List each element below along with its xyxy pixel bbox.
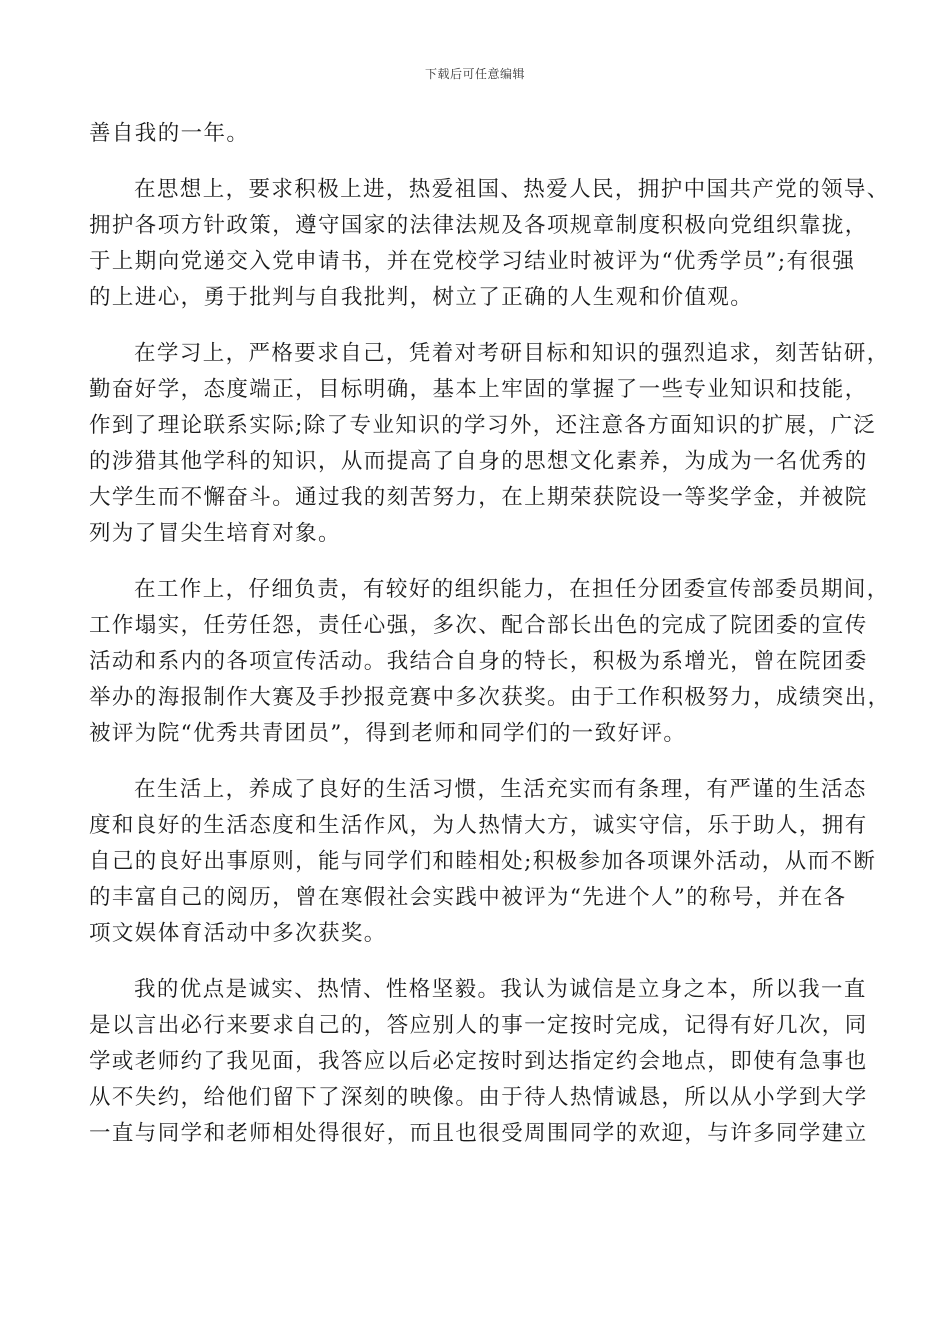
page-header: 下载后可任意编辑 (424, 67, 525, 81)
text-line: 的丰富自己的阅历，曾在寒假社会实践中被评为“先进个人”的称号，并在各 (89, 885, 847, 910)
text-line: 我的优点是诚实、热情、性格坚毅。我认为诚信是立身之本，所以我一直 (134, 977, 867, 1002)
text-line: 一直与同学和老师相处得很好，而且也很受周围同学的欢迎，与许多同学建立 (89, 1121, 868, 1146)
text-line: 列为了冒尖生培育对象。 (89, 521, 341, 546)
document-body (89, 116, 891, 1172)
text-line: 作到了理论联系实际;除了专业知识的学习外，还注意各方面知识的扩展，广泛 (89, 413, 877, 438)
text-line: 大学生而不懈奋斗。通过我的刻苦努力，在上期荣获院设一等奖学金，并被院 (89, 485, 868, 510)
text-line: 学或老师约了我见面，我答应以后必定按时到达指定约会地点，即使有急事也 (89, 1049, 868, 1074)
text-line: 在工作上，仔细负责，有较好的组织能力，在担任分团委宣传部委员期间， (134, 577, 890, 602)
text-line: 是以言出必行来要求自己的，答应别人的事一定按时完成，记得有好几次，同 (89, 1013, 868, 1038)
text-line: 被评为院“优秀共青团员”，得到老师和同学们的一致好评。 (89, 721, 687, 746)
text-line: 在生活上，养成了良好的生活习惯，生活充实而有条理，有严谨的生活态 (134, 777, 867, 802)
text-line: 自己的良好出事原则，能与同学们和睦相处;积极参加各项课外活动，从而不断 (89, 849, 877, 874)
text-line: 的涉猎其他学科的知识，从而提高了自身的思想文化素养，为成为一名优秀的 (89, 449, 868, 474)
paragraph (89, 172, 890, 316)
text-line: 善自我的一年。 (89, 121, 250, 146)
text-line: 工作塌实，任劳任怨，责任心强，多次、配合部长出色的完成了院团委的宣传 (89, 613, 868, 638)
text-line: 度和良好的生活态度和生活作风，为人热情大方，诚实守信，乐于助人，拥有 (89, 813, 868, 838)
text-line: 项文娱体育活动中多次获奖。 (89, 921, 387, 946)
text-line: 勤奋好学，态度端正，目标明确，基本上牢固的掌握了一些专业知识和技能， (89, 377, 868, 402)
text-line: 从不失约，给他们留下了深刻的映像。由于待人热情诚恳，所以从小学到大学 (89, 1085, 868, 1110)
text-line: 举办的海报制作大赛及手抄报竞赛中多次获奖。由于工作积极努力，成绩突出， (89, 685, 891, 710)
text-line: 在思想上，要求积极上进，热爱祖国、热爱人民，拥护中国共产党的领导、 (134, 177, 890, 202)
paragraph (89, 972, 868, 1152)
paragraph (89, 772, 877, 952)
text-line: 的上进心，勇于批判与自我批判，树立了正确的人生观和价值观。 (89, 285, 754, 310)
text-line: 活动和系内的各项宣传活动。我结合自身的特长，积极为系增光，曾在院团委 (89, 649, 868, 674)
paragraph (89, 116, 864, 152)
text-line: 在学习上，严格要求自己，凭着对考研目标和知识的强烈追求，刻苦钻研， (134, 341, 890, 366)
text-line: 拥护各项方针政策，遵守国家的法律法规及各项规章制度积极向党组织靠拢， (89, 213, 868, 238)
paragraph (89, 336, 890, 552)
paragraph (89, 572, 891, 752)
text-line: 于上期向党递交入党申请书，并在党校学习结业时被评为“优秀学员”;有很强 (89, 249, 856, 274)
